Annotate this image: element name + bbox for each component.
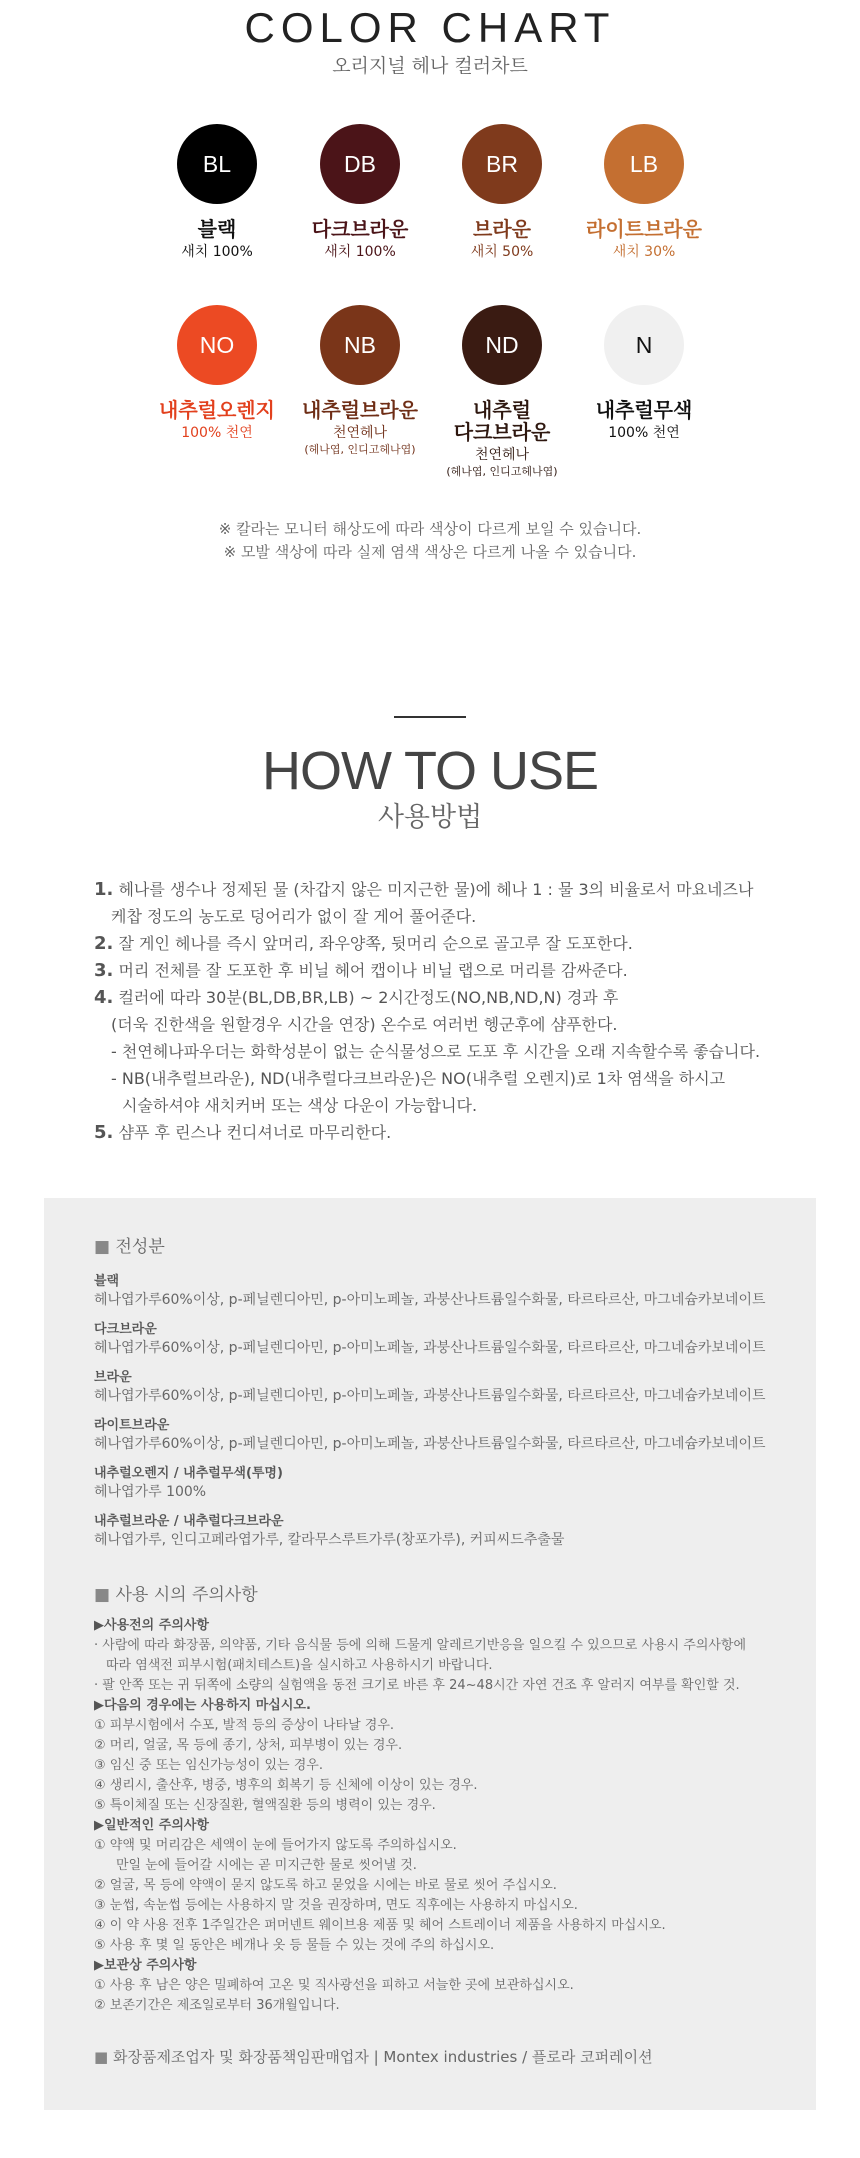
swatch-note: 천연헤나 [474,447,530,463]
swatch-row-2 [0,305,860,505]
ingredient-item [94,1368,794,1406]
step-number: 3. [94,960,114,981]
swatch-lb [544,124,744,262]
ingredient-value: 헤나엽가루 100% [94,1484,207,1500]
ingredient-value: 헤나엽가루, 인디고페라엽가루, 칼라무스루트가루(창포가루), 커피씨드추출물 [94,1532,565,1548]
ingredient-label: 내추럴브라운 / 내추럴다크브라운 [94,1514,284,1529]
swatch-note: 새치 50% [470,244,534,260]
caution-line: ③ 임신 중 또는 임신가능성이 있는 경우. [94,1758,323,1773]
ingredient-value: 헤나엽가루60%이상, p-페닐렌디아민, p-아미노페놀, 과붕산나트륨일수화물, 타르타르산, 마그네슘카보네이트 [94,1292,766,1308]
color-circle: DB [320,124,400,204]
swatch-note: 새치 100% [324,244,396,260]
caution-line: ① 사용 후 남은 양은 밀폐하여 고온 및 직사광선을 피하고 서늘한 곳에 보관하십시오. [94,1978,574,1993]
caution-line: ③ 눈썹, 속눈썹 등에는 사용하지 말 것을 권장하며, 면도 직후에는 사용하지 마십시오. [94,1898,578,1913]
caution-line: ⑤ 특이체질 또는 신장질환, 혈액질환 등의 병력이 있는 경우. [94,1798,436,1813]
manufacturer-text: 화장품제조업자 및 화장품책임판매업자 | Montex industries / 플로라 코퍼레이션 [112,2048,653,2066]
swatch-name: 블랙 [197,217,237,241]
caution-line: 만일 눈에 들어갈 시에는 곧 미지근한 물로 씻어낼 것. [116,1858,417,1873]
swatch-note-detail: (헤나엽, 인디고헤나엽) [304,443,416,456]
caution-line: 따라 염색전 피부시험(패치테스트)을 실시하고 사용하시기 바랍니다. [106,1658,493,1673]
step-number: 5. [94,1122,114,1143]
ingredient-value: 헤나엽가루60%이상, p-페닐렌디아민, p-아미노페놀, 과붕산나트륨일수화물, 타르타르산, 마그네슘카보네이트 [94,1388,766,1404]
step-tip: - 천연헤나파우더는 화학성분이 없는 순식물성으로 도포 후 시간을 오래 지속할수록 좋습니다. [111,1042,761,1061]
ingredient-item [94,1320,794,1358]
caution-line: ② 머리, 얼굴, 목 등에 종기, 상처, 피부병이 있는 경우. [94,1738,403,1753]
swatch-name: 내추럴브라운 [302,398,418,422]
swatch-name: 라이트브라운 [586,217,702,241]
ingredient-label: 브라운 [94,1370,132,1385]
ingredient-label: 다크브라운 [94,1322,157,1337]
caution-line: ⑤ 사용 후 몇 일 동안은 베개나 옷 등 물들 수 있는 것에 주의 하십시오. [94,1938,495,1953]
caution-subheading: ▶다음의 경우에는 사용하지 마십시오. [94,1698,311,1713]
caution-line: ④ 생리시, 출산후, 병중, 병후의 회복기 등 신체에 이상이 있는 경우. [94,1778,478,1793]
swatch-note: 새치 100% [181,244,253,260]
step-number: 2. [94,933,114,954]
square-bullet-icon: ■ [94,1585,111,1605]
step-text: 컬러에 따라 30분(BL,DB,BR,LB) ~ 2시간정도(NO,NB,ND,N) 경과 후 [118,988,619,1007]
usage-steps [94,876,794,1146]
color-chart-title: COLOR CHART [244,4,616,51]
cautions-heading-text: 사용 시의 주의사항 [115,1585,258,1605]
color-circle: ND [462,305,542,385]
color-circle: BR [462,124,542,204]
color-circle: NB [320,305,400,385]
ingredient-value: 헤나엽가루60%이상, p-페닐렌디아민, p-아미노페놀, 과붕산나트륨일수화물, 타르타르산, 마그네슘카보네이트 [94,1340,766,1356]
swatch-name: 내추럴오렌지 [159,398,275,422]
ingredient-item [94,1416,794,1454]
swatch-note: 천연헤나 [332,425,388,441]
ingredient-item [94,1512,794,1550]
swatch-note: 100% 천연 [608,425,680,441]
color-circle: BL [177,124,257,204]
step-text-cont: 케찹 정도의 농도로 덩어리가 없이 잘 게어 풀어준다. [111,907,477,926]
ingredient-item [94,1272,794,1310]
swatch-name: 내추럴무색 [595,398,693,422]
step-text: 헤나를 생수나 정제된 물 (차갑지 않은 미지근한 물)에 헤나 1 : 물 3의 비율로서 마요네즈나 [118,880,754,899]
step-text: 잘 게인 헤나를 즉시 앞머리, 좌우양쪽, 뒷머리 순으로 골고루 잘 도포한다. [118,934,633,953]
caution-subheading: ▶보관상 주의사항 [94,1958,197,1973]
swatch-name-line2: 다크브라운 [453,420,551,444]
product-info-content [94,1236,794,2068]
color-circle: N [604,305,684,385]
swatch-note: 100% 천연 [181,425,253,441]
product-info-box [44,1198,816,2110]
square-bullet-icon: ■ [94,2048,109,2066]
swatch-note: 새치 30% [612,244,676,260]
step-1 [94,876,794,903]
step-number: 1. [94,879,114,900]
caution-line: · 팔 안쪽 또는 귀 뒤쪽에 소량의 실험액을 동전 크기로 바른 후 24~48시간 자연 건조 후 알러지 여부를 확인할 것. [94,1678,740,1693]
square-bullet-icon: ■ [94,1237,111,1257]
ingredient-item [94,1464,794,1502]
caution-line: ① 피부시험에서 수포, 발적 등의 증상이 나타날 경우. [94,1718,395,1733]
caution-subheading: ▶일반적인 주의사항 [94,1818,209,1833]
caution-line: ② 얼굴, 목 등에 약액이 묻지 않도록 하고 묻었을 시에는 바로 물로 씻어 주십시오. [94,1878,557,1893]
caution-subheading: ▶사용전의 주의사항 [94,1618,209,1633]
ingredient-label: 라이트브라운 [94,1418,170,1433]
swatch-n [544,305,744,443]
step-2 [94,930,794,957]
color-chart-notes [0,518,860,564]
caution-line: ① 약액 및 머리감은 세액이 눈에 들어가지 않도록 주의하십시오. [94,1838,457,1853]
color-chart-subtitle: 오리지널 헤나 컬러차트 [332,55,528,77]
note-line: ※ 칼라는 모니터 해상도에 따라 색상이 다르게 보일 수 있습니다. [218,520,642,538]
step-tip-cont: 시술하셔야 새치커버 또는 색상 다운이 가능합니다. [122,1096,478,1115]
step-tip: - NB(내추럴브라운), ND(내추럴다크브라운)은 NO(내추럴 오렌지)로 1차 염색을 하시고 [111,1069,726,1088]
caution-line: ② 보존기간은 제조일로부터 36개월입니다. [94,1998,340,2013]
section-divider [394,716,466,718]
ingredient-value: 헤나엽가루60%이상, p-페닐렌디아민, p-아미노페놀, 과붕산나트륨일수화물, 타르타르산, 마그네슘카보네이트 [94,1436,766,1452]
swatch-note-detail: (헤나엽, 인디고헤나엽) [446,465,558,478]
swatch-row-1 [0,124,860,324]
swatch-name: 다크브라운 [311,217,409,241]
step-5 [94,1119,794,1146]
caution-line: · 사람에 따라 화장품, 의약품, 기타 음식물 등에 의해 드물게 알레르기반응을 일으킬 수 있으므로 사용시 주의사항에 [94,1638,747,1653]
how-to-use-subtitle: 사용방법 [377,802,483,833]
step-text: 머리 전체를 잘 도포한 후 비닐 헤어 캡이나 비닐 랩으로 머리를 감싸준다. [118,961,628,980]
step-text: 샴푸 후 린스나 컨디셔너로 마무리한다. [118,1123,392,1142]
step-number: 4. [94,987,114,1008]
swatch-name: 브라운 [473,217,531,241]
cautions-heading [94,1584,794,1606]
step-3 [94,957,794,984]
ingredient-label: 내추럴오렌지 / 내추럴무색(투명) [94,1466,283,1481]
ingredient-label: 블랙 [94,1274,120,1289]
swatch-name-line1: 내추럴 [473,398,531,422]
step-text-cont: (더욱 진한색을 원할경우 시간을 연장) 온수로 여러번 헹군후에 샴푸한다. [111,1015,618,1034]
manufacturer-info [94,2046,794,2068]
color-circle: LB [604,124,684,204]
ingredients-heading [94,1236,794,1258]
caution-line: ④ 이 약 사용 전후 1주일간은 퍼머넨트 웨이브용 제품 및 헤어 스트레이너 제품을 사용하지 마십시오. [94,1918,666,1933]
step-4 [94,984,794,1011]
how-to-use-title: HOW TO USE [261,741,599,801]
ingredients-heading-text: 전성분 [115,1237,165,1257]
color-circle: NO [177,305,257,385]
note-line: ※ 모발 색상에 따라 실제 염색 색상은 다르게 나올 수 있습니다. [223,543,637,561]
